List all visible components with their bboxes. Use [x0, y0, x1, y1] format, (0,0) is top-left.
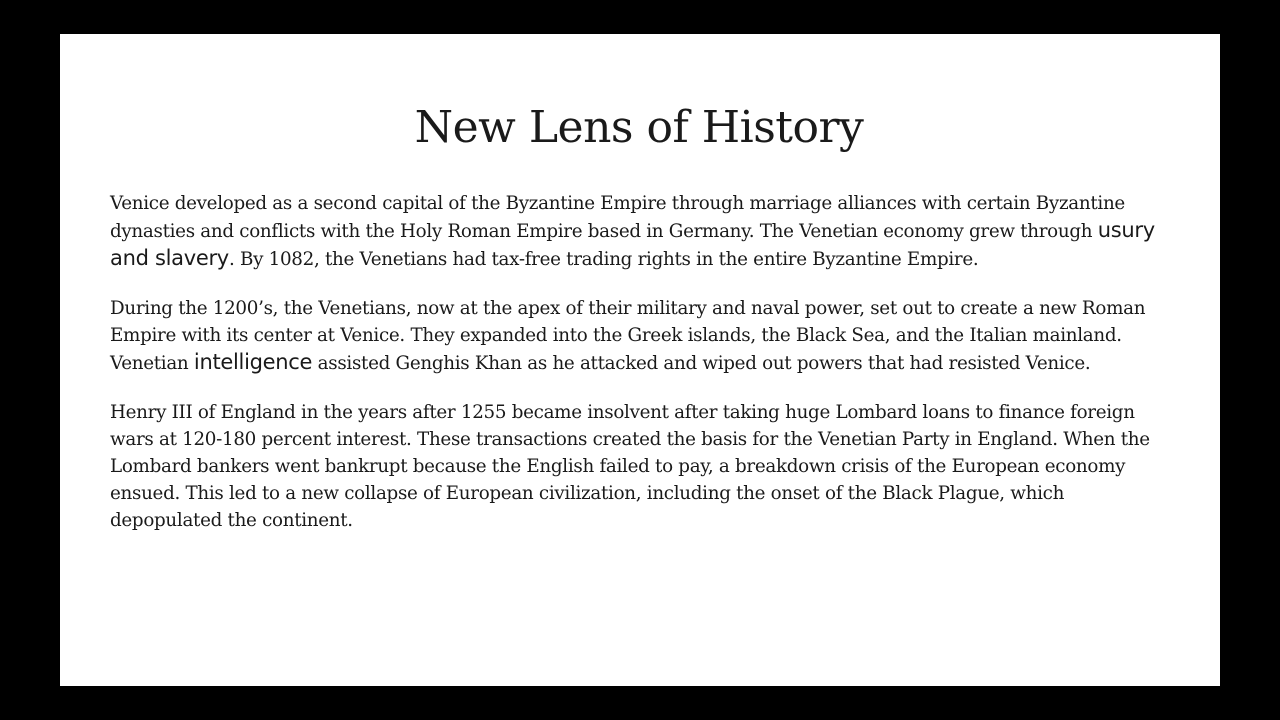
paragraph-text: Venice developed as a second capital of the Byzantine Empire through marriage alliances with certain Byzantine dynasties and conflicts with the Holy Roman Empire based in Germany. The Venetian economy grew through — [110, 193, 1125, 242]
paragraph-venice-origins — [110, 190, 1168, 273]
paragraph-venetian-empire — [110, 295, 1168, 377]
paragraph-text: During the 1200’s, the Venetians, now at the apex of their military and naval power, set out to create a new Roman Empire with its center at Venice. They expanded into the Greek islands, the Black Sea, and the Italian mainland. Venetian — [110, 298, 1146, 374]
emphasis-text: intelligence — [193, 350, 313, 374]
emphasis-text: usury and slavery — [110, 218, 1155, 270]
slide-title: New Lens of History — [414, 102, 864, 153]
paragraph-text: . By 1082, the Venetians had tax-free trading rights in the entire Byzantine Empire. — [228, 249, 979, 270]
paragraph-text: assisted Genghis Khan as he attacked and wiped out powers that had resisted Venice. — [312, 353, 1091, 374]
slide — [60, 34, 1220, 686]
paragraph-text: Henry III of England in the years after 1255 became insolvent after taking huge Lombard loans to finance foreign wars at 120-180 percent interest. These transactions created the basis for the Venetian Party in England. When the Lombard bankers went bankrupt because the English failed to pay, a breakdown crisis of the European economy ensued. This led to a new collapse of European civilization, including the onset of the Black Plague, which depopulated the continent. — [110, 402, 1150, 531]
slide-body — [110, 190, 1168, 534]
paragraph-henry-iii — [110, 399, 1168, 534]
